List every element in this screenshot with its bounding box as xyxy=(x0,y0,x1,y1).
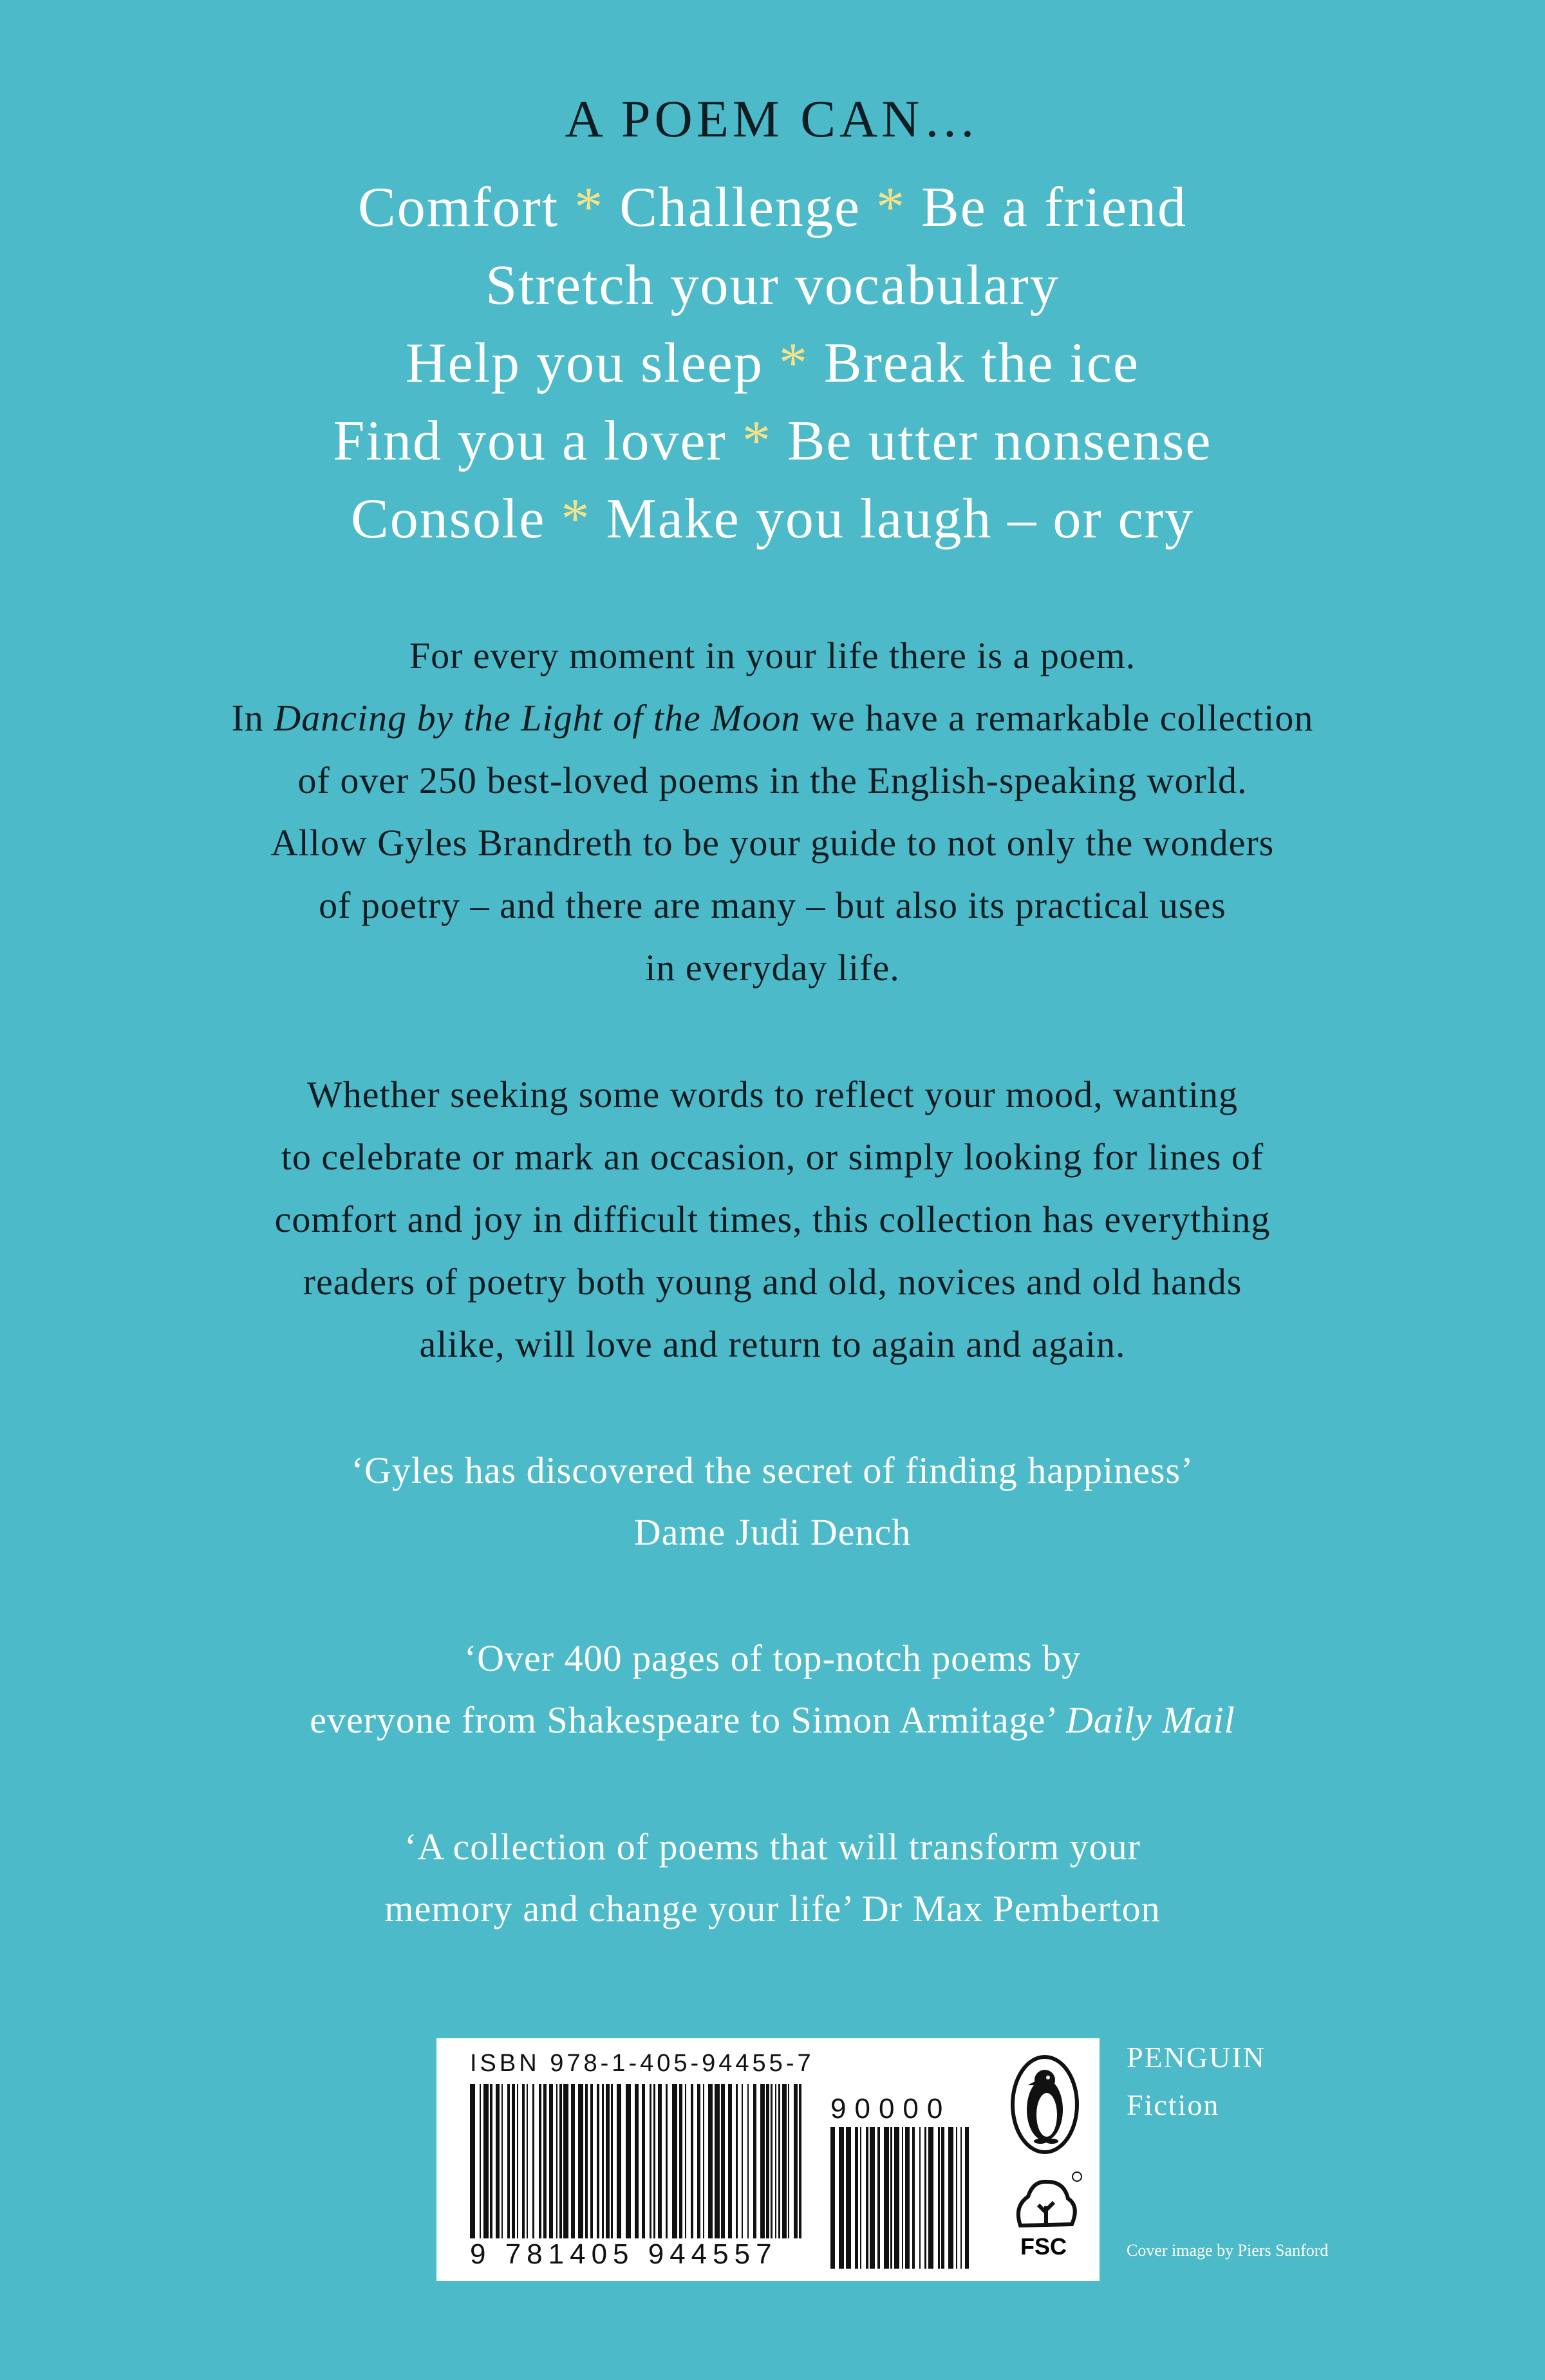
book-title: Dancing by the Light of the Moon xyxy=(274,697,801,739)
star-separator: * xyxy=(574,176,604,239)
barcode-bar xyxy=(771,2084,772,2238)
barcode-bar xyxy=(563,2084,568,2238)
barcode-bar xyxy=(539,2084,541,2238)
barcode-bar xyxy=(559,2084,562,2238)
barcode-bar xyxy=(578,2084,583,2238)
barcode-bar xyxy=(753,2084,756,2238)
barcode-bar xyxy=(715,2084,720,2238)
barcode-bar xyxy=(747,2084,749,2238)
barcode-bar xyxy=(928,2127,933,2269)
review-quote-2: ‘Over 400 pages of top-notch poems by everyone from Shakespeare to Simon Armitage’ Daily Mail xyxy=(310,1637,1235,1741)
barcode-bar xyxy=(894,2127,899,2269)
quote-source: Daily Mail xyxy=(1065,1699,1235,1741)
barcode-bar xyxy=(571,2084,575,2238)
barcode-bar xyxy=(766,2084,769,2238)
barcode-bar xyxy=(924,2127,926,2269)
price-code: 90000 xyxy=(830,2093,951,2124)
barcode-bar xyxy=(501,2084,503,2238)
barcode-bar xyxy=(736,2084,738,2238)
barcode-bar xyxy=(653,2084,655,2238)
barcode-bar xyxy=(902,2127,903,2269)
barcode-bar xyxy=(527,2084,528,2238)
barcode-bar xyxy=(507,2084,510,2238)
barcode-bar xyxy=(703,2084,704,2238)
barcode-bar xyxy=(512,2084,515,2238)
barcode-bar xyxy=(742,2084,743,2238)
isbn-barcode xyxy=(470,2084,805,2238)
barcode-bar xyxy=(650,2084,651,2238)
barcode-bar xyxy=(846,2127,851,2269)
barcode-bar xyxy=(799,2084,801,2238)
barcode-bar xyxy=(782,2084,787,2238)
barcode-bar xyxy=(691,2084,693,2238)
barcode-bar xyxy=(728,2084,732,2238)
barcode-bar xyxy=(549,2084,553,2238)
barcode-bar xyxy=(490,2084,492,2238)
barcode-bar xyxy=(890,2127,892,2269)
barcode-bar xyxy=(597,2084,599,2238)
barcode-bar xyxy=(941,2127,944,2269)
barcode-bar xyxy=(685,2084,686,2238)
barcode-bar xyxy=(642,2084,645,2238)
star-separator: * xyxy=(742,410,772,472)
star-separator: * xyxy=(561,488,591,550)
barcode-bar xyxy=(635,2084,639,2238)
barcode-bar xyxy=(794,2084,798,2238)
barcode-bar xyxy=(938,2127,940,2269)
barcode-bar xyxy=(775,2084,776,2238)
barcode-bar xyxy=(877,2127,880,2269)
barcode-bar xyxy=(830,2127,835,2269)
barcode-bar xyxy=(611,2084,613,2238)
barcode-bar xyxy=(626,2084,631,2238)
barcode-bar xyxy=(721,2084,725,2238)
barcode-bar xyxy=(522,2084,525,2238)
uses-line-2: Stretch your vocabulary xyxy=(485,254,1060,317)
barcode-bar xyxy=(870,2127,875,2269)
barcode-bar xyxy=(956,2127,957,2269)
barcode-bar xyxy=(556,2084,557,2238)
uses-line-3: Help you sleep * Break the ice xyxy=(405,332,1140,395)
barcode-bar xyxy=(617,2084,621,2238)
star-separator: * xyxy=(876,176,906,239)
barcode-bar xyxy=(480,2084,481,2238)
uses-list xyxy=(0,169,1545,558)
barcode-bar xyxy=(602,2084,604,2238)
publisher-name: PENGUIN xyxy=(1127,2041,1266,2074)
blurb-paragraph-2: Whether seeking some words to reflect your mood, wanting to celebrate or mark an occasion, or simply looking for lines of comfort and joy in difficult times, this collection has everything readers of poetry both young and old, novices and old hands alike, will love and return to again and again. xyxy=(274,1074,1271,1365)
barcode-bar xyxy=(470,2084,475,2238)
barcode-bar xyxy=(590,2084,593,2238)
blurb-paragraph-1: For every moment in your life there is a poem. In Dancing by the Light of the Moon we have a remarkable collection of over 250 best-loved poems in the English-speaking world. Allow Gyles Brandreth to be your guide to not only the wonders of poetry – and there are many – but also its practical uses in everyday life. xyxy=(231,635,1314,989)
review-quote-3: ‘A collection of poems that will transform your memory and change your life’ Dr Max Pemberton xyxy=(384,1826,1161,1929)
barcode-bar xyxy=(483,2084,489,2238)
barcode-bar xyxy=(778,2084,780,2238)
barcode-bar xyxy=(697,2084,700,2238)
review-quote-1: ‘Gyles has discovered the secret of finding happiness’ Dame Judi Dench xyxy=(0,1440,1545,1563)
barcode-bar xyxy=(855,2127,858,2269)
barcode-bar xyxy=(658,2084,662,2238)
penguin-logo-icon xyxy=(1009,2053,1080,2156)
barcode-bar xyxy=(543,2084,547,2238)
cover-credit: Cover image by Piers Sanford xyxy=(1127,2241,1329,2260)
price-barcode xyxy=(830,2127,972,2269)
barcode-bar xyxy=(912,2127,915,2269)
barcode-bar xyxy=(965,2127,969,2269)
star-separator: * xyxy=(778,332,809,395)
barcode-bar xyxy=(679,2084,682,2238)
barcode-bar xyxy=(905,2127,910,2269)
barcode-bar xyxy=(532,2084,534,2238)
barcode-bar xyxy=(919,2127,921,2269)
quote-source: Dame Judi Dench xyxy=(633,1511,912,1553)
heading: A POEM CAN… xyxy=(565,89,980,148)
barcode-bar xyxy=(672,2084,677,2238)
barcode-bar xyxy=(606,2084,610,2238)
barcode-bar xyxy=(496,2084,500,2238)
barcode-bar xyxy=(585,2084,588,2238)
barcode-bar xyxy=(860,2127,861,2269)
uses-line-1: Comfort * Challenge * Be a friend xyxy=(358,176,1187,239)
barcode-bar xyxy=(517,2084,518,2238)
barcode-bar xyxy=(948,2127,953,2269)
uses-line-5: Console * Make you laugh – or cry xyxy=(351,488,1194,550)
barcode-bar xyxy=(884,2127,889,2269)
fsc-label: FSC xyxy=(1020,2233,1067,2260)
barcode-bar xyxy=(708,2084,713,2238)
barcode-bar xyxy=(788,2084,789,2238)
uses-line-4: Find you a lover * Be utter nonsense xyxy=(333,410,1212,472)
barcode-bar xyxy=(960,2127,962,2269)
barcode-bar xyxy=(866,2127,868,2269)
isbn-digits: 9 781405 944557 xyxy=(470,2238,778,2270)
barcode-bar xyxy=(839,2127,844,2269)
publisher-category: Fiction xyxy=(1127,2088,1220,2121)
publisher-imprint xyxy=(1127,2034,1266,2129)
barcode-bar xyxy=(760,2084,765,2238)
barcode-bar xyxy=(666,2084,668,2238)
isbn-label: ISBN 978-1-405-94455-7 xyxy=(470,2050,814,2077)
